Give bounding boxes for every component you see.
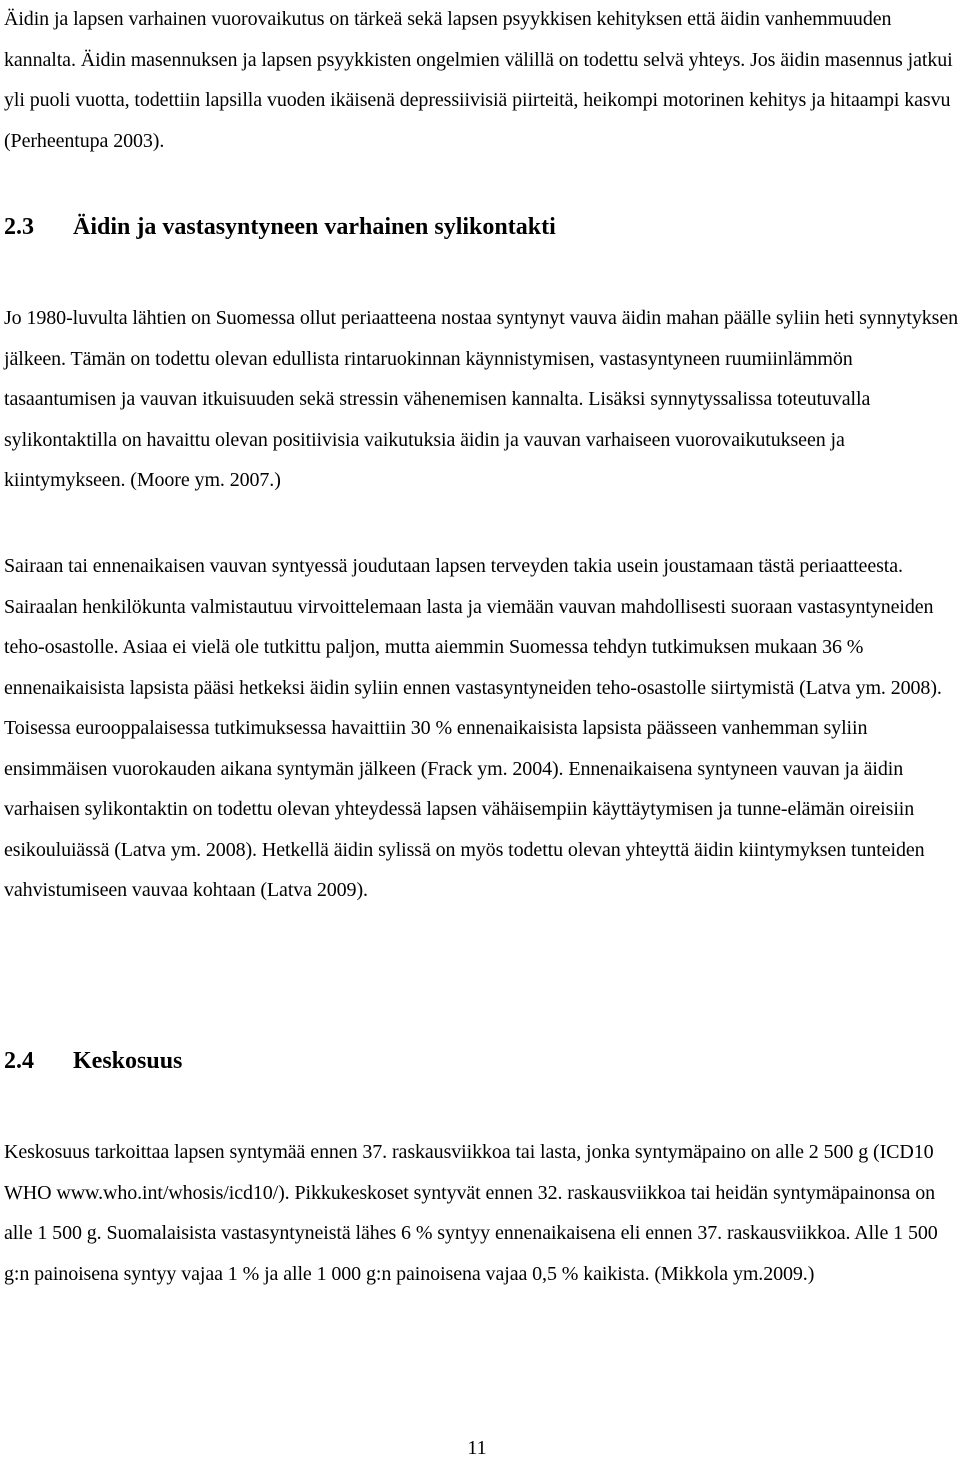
paragraph-premature-contact: Sairaan tai ennenaikaisen vauvan syntyessä joudutaan lapsen terveyden takia usein joustamaan tästä periaatteesta. Sairaalan henkilökunta valmistautuu virvoittelemaan lasta ja viemään vauvan mahdollisesti suoraan vastasyntyneiden teho-osastolle. Asiaa ei vielä ole tutkittu paljon, mutta aiemmin Suomessa tehdyn tutkimuksen mukaan 36 % ennenaikaisista lapsista pääsi hetkeksi äidin syliin ennen vastasyntyneiden teho-osastolle siirtymistä (Latva ym. 2008). Toisessa eurooppalaisessa tutkimuksessa havaittiin 30 % ennenaikaisista lapsista päässeen vanhemman syliin ensimmäisen vuorokauden aikana syntymän jälkeen (Frack ym. 2004). Ennenaikaisena syntyneen vauvan ja äidin varhaisen sylikontaktin on todettu olevan yhteydessä lapsen vähäisempiin käyttäytymisen ja tunne-elämän oireisiin esikouluiässä (Latva ym. 2008). Hetkellä äidin sylissä on myös todettu olevan yhteyttä äidin kiintymyksen tunteiden vahvistumiseen vauvaa kohtaan (Latva 2009).: [4, 555, 942, 901]
section-number: 2.4: [4, 1048, 34, 1074]
page-number: 11: [467, 1437, 487, 1459]
section-number: 2.3: [4, 214, 34, 240]
section-title: Keskosuus: [73, 1048, 183, 1074]
paragraph-skin-contact: Jo 1980-luvulta lähtien on Suomessa ollut periaatteena nostaa syntynyt vauva äidin mahan päälle syliin heti synnytyksen jälkeen. Tämän on todettu olevan edullista rintaruokinnan käynnistymisen, vastasyntyneen ruumiinlämmön tasaantumisen ja vauvan itkuisuuden sekä stressin vähenemisen kannalta. Lisäksi synnytyssalissa toteutuvalla sylikontaktilla on havaittu olevan positiivisia vaikutuksia äidin ja vauvan varhaiseen vuorovaikutukseen ja kiintymykseen. (Moore ym. 2007.): [4, 307, 959, 491]
document-page: [4, 0, 960, 1463]
paragraph-prematurity-definition: Keskosuus tarkoittaa lapsen syntymää ennen 37. raskausviikkoa tai lasta, jonka syntymäpaino on alle 2 500 g (ICD10 WHO www.who.int/whosis/icd10/). Pikkukeskoset syntyvät ennen 32. raskausviikkoa tai heidän syntymäpainonsa on alle 1 500 g. Suomalaisista vastasyntyneistä lähes 6 % syntyy ennenaikaisena eli ennen 37. raskausviikkoa. Alle 1 500 g:n painoisena syntyy vajaa 1 % ja alle 1 000 g:n painoisena vajaa 0,5 % kaikista. (Mikkola ym.2009.): [4, 1141, 938, 1285]
section-title: Äidin ja vastasyntyneen varhainen sylikontakti: [73, 214, 556, 240]
section-heading-2-4: [4, 1046, 182, 1076]
section-heading-2-3: [4, 212, 556, 242]
paragraph-early-interaction: Äidin ja lapsen varhainen vuorovaikutus on tärkeä sekä lapsen psyykkisen kehityksen että äidin vanhemmuuden kannalta. Äidin masennuksen ja lapsen psyykkisten ongelmien välillä on todettu selvä yhteys. Jos äidin masennus jatkui yli puoli vuotta, todettiin lapsilla vuoden ikäisenä depressiivisiä piirteitä, heikompi motorinen kehitys ja hitaampi kasvu (Perheentupa 2003).: [4, 8, 953, 152]
